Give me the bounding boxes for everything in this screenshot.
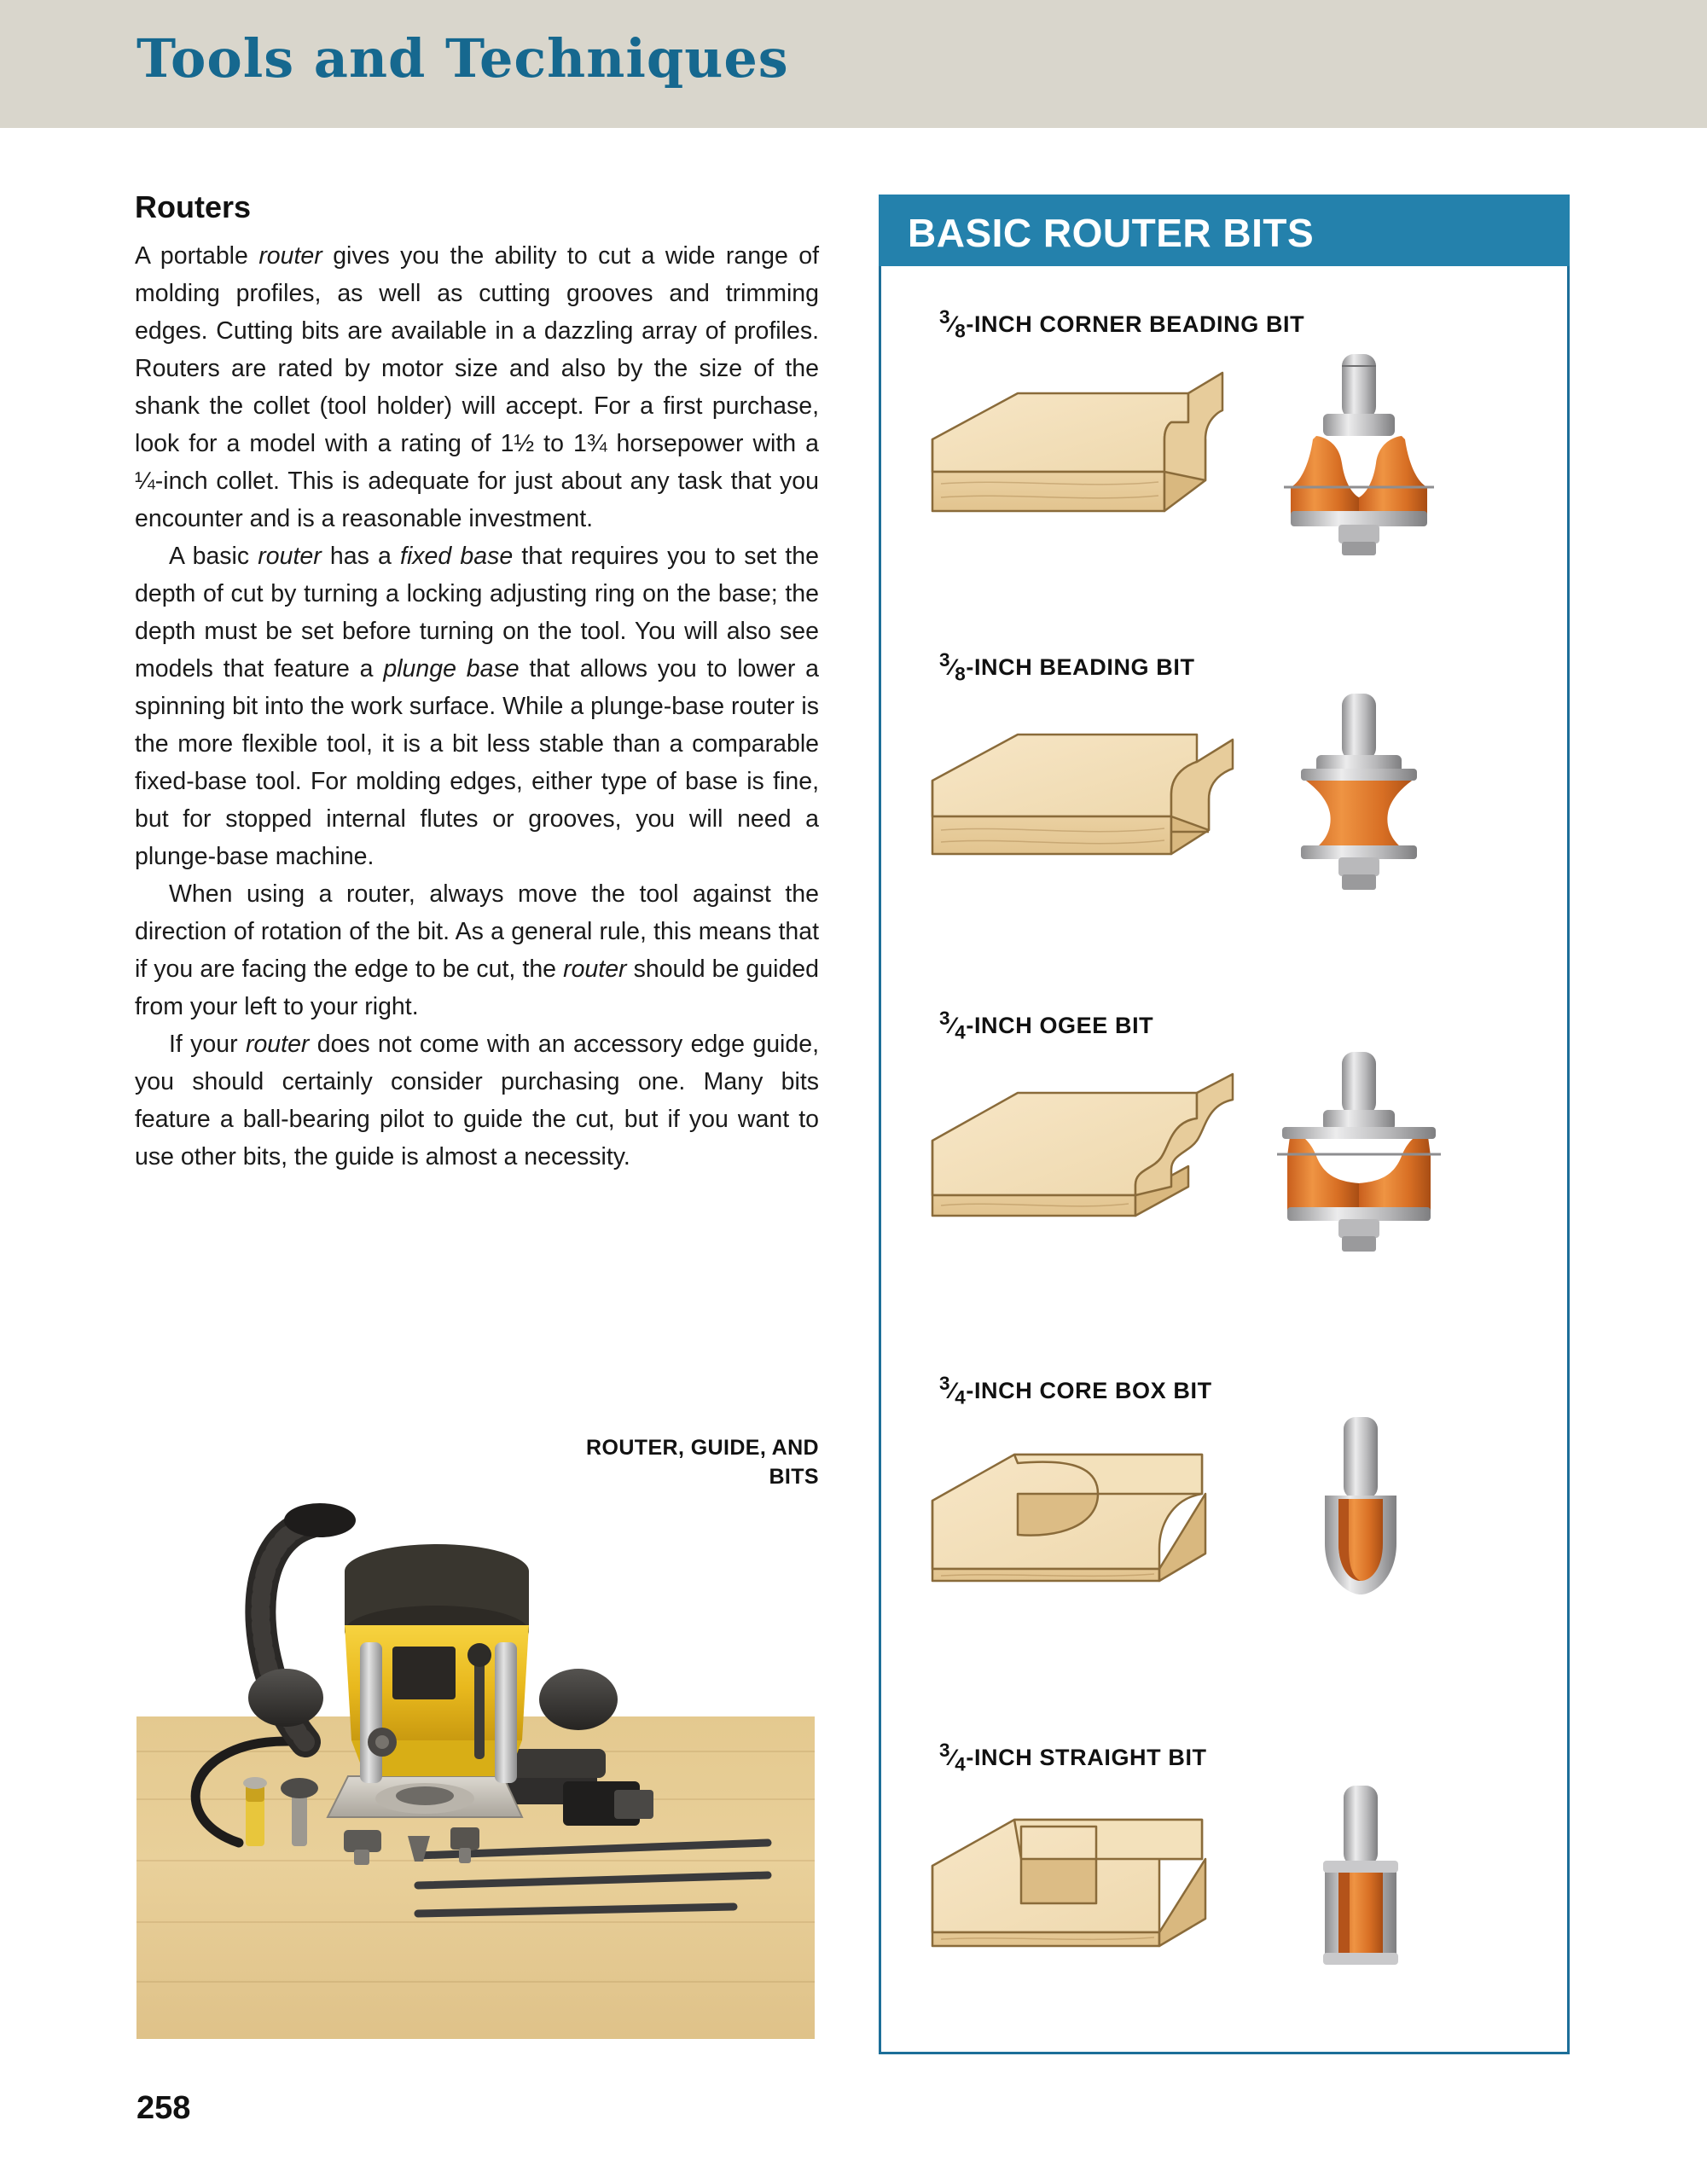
paragraph-1: A portable router gives you the ability to cut a wide range of molding profiles, as well as cutting grooves and trimming edges. Cutting bits are available in a dazzling array of profiles. Routers are rated by motor size and also by the size of the shank the collet (tool holder) will accept. For a first purchase, look for a model with a rating of 1½ to 1¾ horsepower with a ¼-inch collet. This is adequate for just about any task that you encounter and is a reasonable investment. <box>135 242 820 532</box>
bit-art-core-box <box>915 1410 1547 1625</box>
page-header-band <box>0 0 1707 128</box>
photo-caption: ROUTER, GUIDE, AND BITS <box>586 1436 819 1489</box>
bit-label-straight: $^3⁄_4$-INCH STRAIGHT BIT <box>939 1740 1207 1775</box>
bit-art-beading <box>915 687 1547 902</box>
fraction-straight: $^3⁄_4$ <box>939 1740 967 1775</box>
page-number: 258 <box>136 2090 191 2126</box>
body-text <box>135 237 819 1176</box>
bit-art-straight <box>915 1777 1547 1992</box>
paragraph-3: When using a router, always move the tool against the direction of rotation of the bit. As a general rule, this means that if you are facing the edge to be cut, the router should be guided from your left to your right. <box>135 880 819 1020</box>
bit-label-corner-beading: $^3⁄_8$-INCH CORNER BEADING BIT <box>939 306 1305 342</box>
bit-label-ogee: $^3⁄_4$-INCH OGEE BIT <box>939 1008 1154 1043</box>
fraction-ogee: $^3⁄_4$ <box>939 1008 967 1043</box>
bit-label-beading: $^3⁄_8$-INCH BEADING BIT <box>939 649 1195 685</box>
sidebar-basic-router-bits <box>879 195 1570 2054</box>
sidebar-header <box>879 195 1570 266</box>
section-heading: Routers <box>135 189 252 224</box>
paragraph-4: If your router does not come with an accessory edge guide, you should certainly consider purchasing one. Many bits feature a ball-bearing pilot to guide the cut, but if you want to use other bits, the guide is almost a necessity. <box>135 1031 819 1170</box>
router-photo <box>136 1442 815 2039</box>
bit-art-corner-beading <box>915 344 1547 559</box>
fraction-core-box: $^3⁄_4$ <box>939 1373 967 1409</box>
bit-label-core-box: $^3⁄_4$-INCH CORE BOX BIT <box>939 1373 1212 1409</box>
article-column <box>135 189 819 1176</box>
paragraph-2: A basic router has a fixed base that requires you to set the depth of cut by turning a locking adjusting ring on the base; the depth must be set before turning on the tool. You will also see models that feature a plunge base that allows you to lower a spinning bit into the work surface. While a plunge-base router is the more flexible tool, it is a bit less stable than a comparable fixed-base tool. For molding edges, either type of base is fine, but for stopped internal flutes or grooves, you will need a plunge-base machine. <box>135 543 820 870</box>
sidebar-title: BASIC ROUTER BITS <box>908 211 1315 255</box>
fraction-beading: $^3⁄_8$ <box>939 649 967 685</box>
bit-art-ogee <box>915 1045 1547 1260</box>
fraction-corner-beading: $^3⁄_8$ <box>939 306 967 342</box>
router-illustration <box>136 1442 815 2039</box>
page-title: Tools and Techniques <box>136 27 789 90</box>
